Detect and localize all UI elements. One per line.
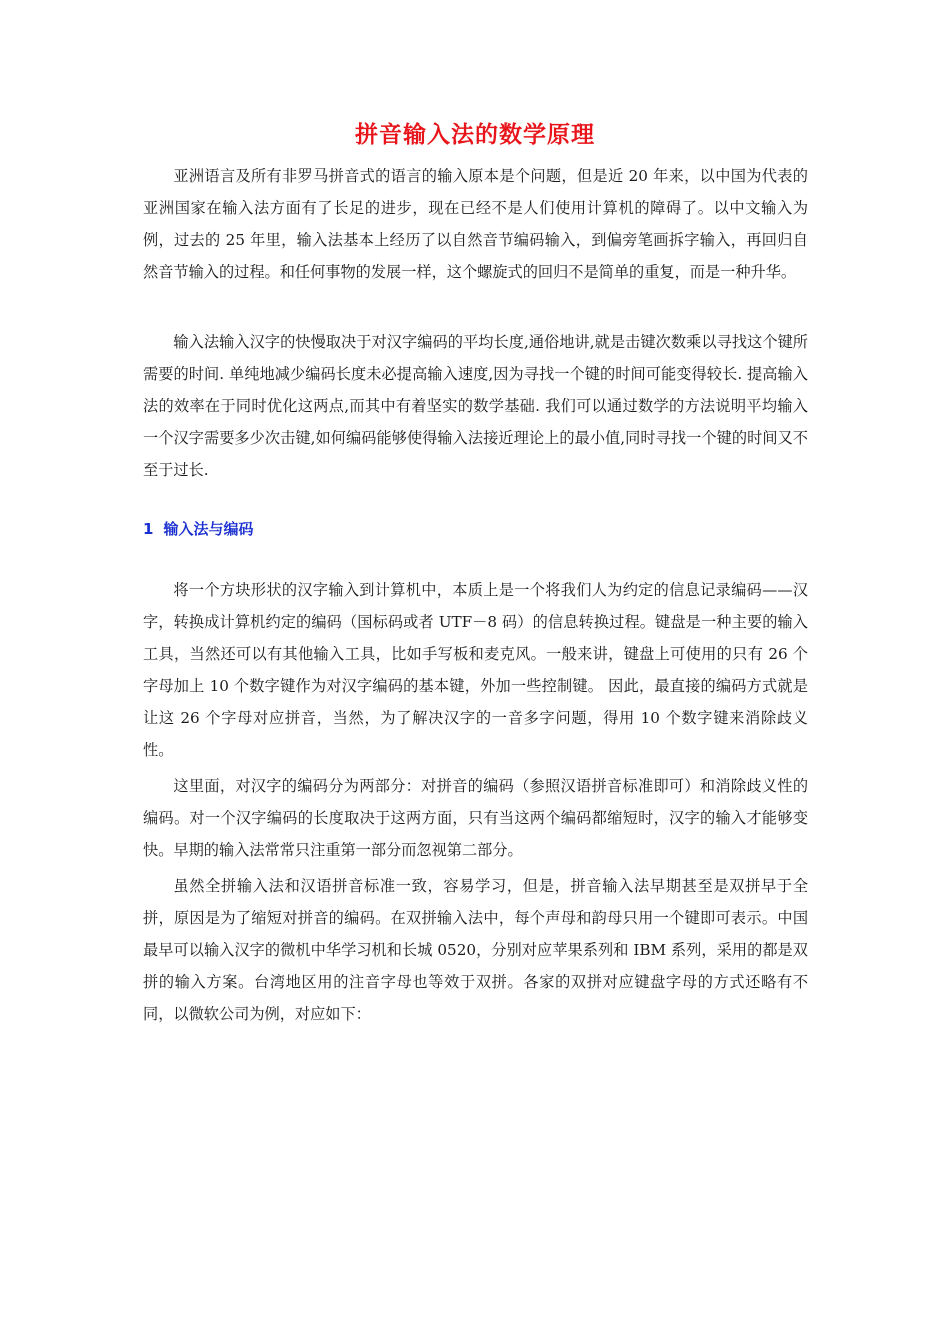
section-paragraph-1: 将一个方块形状的汉字输入到计算机中，本质上是一个将我们人为约定的信息记录编码——汉字，转换成计算机约定的编码（国标码或者 UTF－8 码）的信息转换过程。键盘是一种主要的输入工具，当然还可以有其他输入工具，比如手写板和麦克风。一般来讲，键盘上可使用的只有 26 个字母加上 10 个数字键作为对汉字编码的基本键，外加一些控制键。 因此，最直接的编码方式就是让这 26 个字母对应拼音，当然，为了解决汉字的一音多字问题，得用 10 个数字键来消除歧义性。 [143, 581, 808, 759]
intro-paragraph-2: 输入法输入汉字的快慢取决于对汉字编码的平均长度,通俗地讲,就是击键次数乘以寻找这个键所需要的时间. 单纯地减少编码长度未必提高输入速度,因为寻找一个键的时间可能变得较长. 提高输入法的效率在于同时优化这两点,而其中有着坚实的数学基础. 我们可以通过数学的方法说明平均输入一个汉字需要多少次击键,如何编码能够使得输入法接近理论上的最小值,同时寻找一个键的时间又不至于过长. [143, 333, 808, 479]
section-number: 1 [143, 520, 154, 538]
section-paragraph-2: 这里面，对汉字的编码分为两部分：对拼音的编码（参照汉语拼音标准即可）和消除歧义性的编码。对一个汉字编码的长度取决于这两方面，只有当这两个编码都缩短时，汉字的输入才能够变快。早期的输入法常常只注重第一部分而忽视第二部分。 [143, 777, 808, 859]
section-paragraph-3: 虽然全拼输入法和汉语拼音标准一致，容易学习，但是，拼音输入法早期甚至是双拼早于全拼，原因是为了缩短对拼音的编码。在双拼输入法中，每个声母和韵母只用一个键即可表示。中国最早可以输入汉字的微机中华学习机和长城 0520，分别对应苹果系列和 IBM 系列，采用的都是双拼的输入方案。台湾地区用的注音字母也等效于双拼。各家的双拼对应键盘字母的方式还略有不同，以微软公司为例，对应如下： [143, 877, 808, 1023]
section-title: 输入法与编码 [163, 520, 254, 538]
intro-paragraph-1: 亚洲语言及所有非罗马拼音式的语言的输入原本是个问题，但是近 20 年来，以中国为代表的亚洲国家在输入法方面有了长足的进步，现在已经不是人们使用计算机的障碍了。以中文输入为例，过去的 25 年里，输入法基本上经历了以自然音节编码输入，到偏旁笔画拆字输入，再回归自然音节输入的过程。和任何事物的发展一样，这个螺旋式的回归不是简单的重复，而是一种升华。 [143, 167, 808, 281]
document-title: 拼音输入法的数学原理 [355, 122, 595, 148]
section-heading [143, 518, 253, 539]
